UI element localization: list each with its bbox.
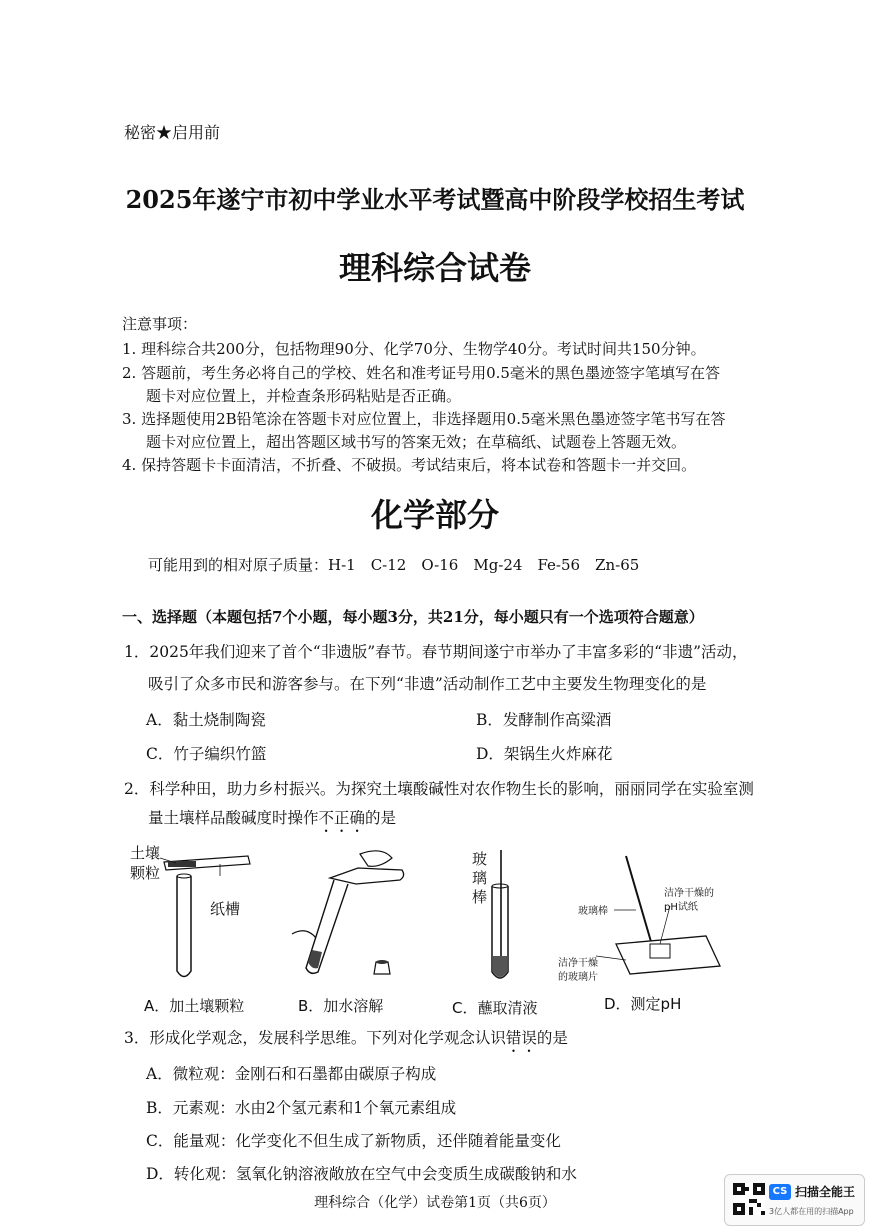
figure-d-label-ph-paper-1: 洁净干燥的 (664, 888, 714, 899)
scanner-subtitle: 3亿人都在用的扫描App (769, 1207, 854, 1216)
atomic-masses: 可能用到的相对原子质量：H-1 C-12 O-16 Mg-24 Fe-56 Zn-65 (148, 556, 640, 574)
q1-option-a: A．黏土烧制陶瓷 (146, 711, 266, 729)
q1-option-c: C．竹子编织竹篮 (146, 745, 267, 763)
q1-stem-cont: 吸引了众多市民和游客参与。在下列“非遗”活动制作工艺中主要发生物理变化的是 (148, 675, 707, 693)
q2-emphasis: 不正确 (318, 809, 366, 827)
note-item-2-cont: 题卡对应位置上，并检查条形码粘贴是否正确。 (146, 387, 462, 405)
figure-c-label-rod-1: 玻 (472, 850, 488, 868)
note-item-4: 4. 保持答题卡卡面清洁，不折叠、不破损。考试结束后，将本试卷和答题卡一并交回。 (122, 456, 697, 474)
section-title: 化学部分 (370, 496, 499, 534)
figure-d-label-ph-paper-2: pH试纸 (664, 902, 698, 913)
note-item-2: 2. 答题前，考生务必将自己的学校、姓名和准考证号用0.5毫米的黑色墨迹签字笔填写在答 (122, 364, 720, 382)
q3-option-b: B．元素观：水由2个氢元素和1个氧元素组成 (146, 1099, 457, 1117)
figure-a-label-trough: 纸槽 (210, 900, 241, 918)
q2-option-b: B．加水溶解 (298, 997, 384, 1015)
part-heading: 一、选择题（本题包括7个小题，每小题3分，共21分，每小题只有一个选项符合题意） (122, 608, 704, 626)
page-footer: 理科综合（化学）试卷第1页（共6页） (314, 1195, 556, 1211)
q1-option-d: D．架锅生火炸麻花 (476, 745, 613, 763)
scanner-logo-icon: CS (769, 1184, 791, 1200)
figure-d-label-glass-1: 洁净干燥 (558, 958, 598, 969)
figure-d-label-glass-2: 的玻璃片 (558, 972, 598, 983)
q3-option-c: C．能量观：化学变化不但生成了新物质，还伴随着能量变化 (146, 1132, 561, 1150)
q1-stem: 1．2025年我们迎来了首个“非遗版”春节。春节期间遂宁市举办了丰富多彩的“非遗”活动， (124, 643, 748, 661)
figure-a-label-soil: 土壤 (130, 844, 161, 862)
q2-stem: 2．科学种田，助力乡村振兴。为探究土壤酸碱性对农作物生长的影响，丽丽同学在实验室测 (124, 780, 754, 798)
note-item-1: 1. 理科综合共200分，包括物理90分、化学70分、生物学40分。考试时间共150分钟。 (122, 340, 706, 358)
exam-title: 2025年遂宁市初中学业水平考试暨高中阶段学校招生考试 (125, 185, 745, 214)
note-item-3: 3. 选择题使用2B铅笔涂在答题卡对应位置上，非选择题用0.5毫米黑色墨迹签字笔书写在答 (122, 410, 726, 428)
notes-heading: 注意事项： (122, 315, 198, 333)
figure-c-label-rod-2: 璃 (472, 869, 488, 887)
q2-option-a: A．加土壤颗粒 (144, 997, 245, 1015)
paper-title: 理科综合试卷 (338, 249, 531, 287)
q3-option-d: D．转化观：氢氧化钠溶液敞放在空气中会变质生成碳酸钠和水 (146, 1165, 577, 1183)
figure-c-label-rod-3: 棒 (472, 888, 488, 906)
confidential-mark: 秘密★启用前 (124, 123, 221, 142)
q3-option-a: A．微粒观：金刚石和石墨都由碳原子构成 (146, 1065, 437, 1083)
figure-d-label-rod: 玻璃棒 (578, 906, 608, 917)
scanner-watermark (724, 1174, 865, 1226)
q1-option-b: B．发酵制作高粱酒 (476, 711, 612, 729)
note-item-3-cont: 题卡对应位置上，超出答题区域书写的答案无效；在草稿纸、试题卷上答题无效。 (146, 433, 687, 451)
q2-stem-cont: 量土壤样品酸碱度时操作不正确的是 (148, 809, 397, 827)
q2-option-d: D．测定pH (604, 995, 682, 1013)
q3-emphasis: 错误 (505, 1029, 537, 1047)
scanner-title: 扫描全能王 (795, 1185, 856, 1199)
q3-stem: 3．形成化学观念，发展科学思维。下列对化学观念认识错误的是 (124, 1029, 568, 1047)
figure-b-pouring (272, 842, 422, 982)
figure-a-label-particle: 颗粒 (130, 864, 161, 882)
qr-code-icon (733, 1183, 765, 1215)
q2-option-c: C．蘸取清液 (452, 999, 538, 1017)
